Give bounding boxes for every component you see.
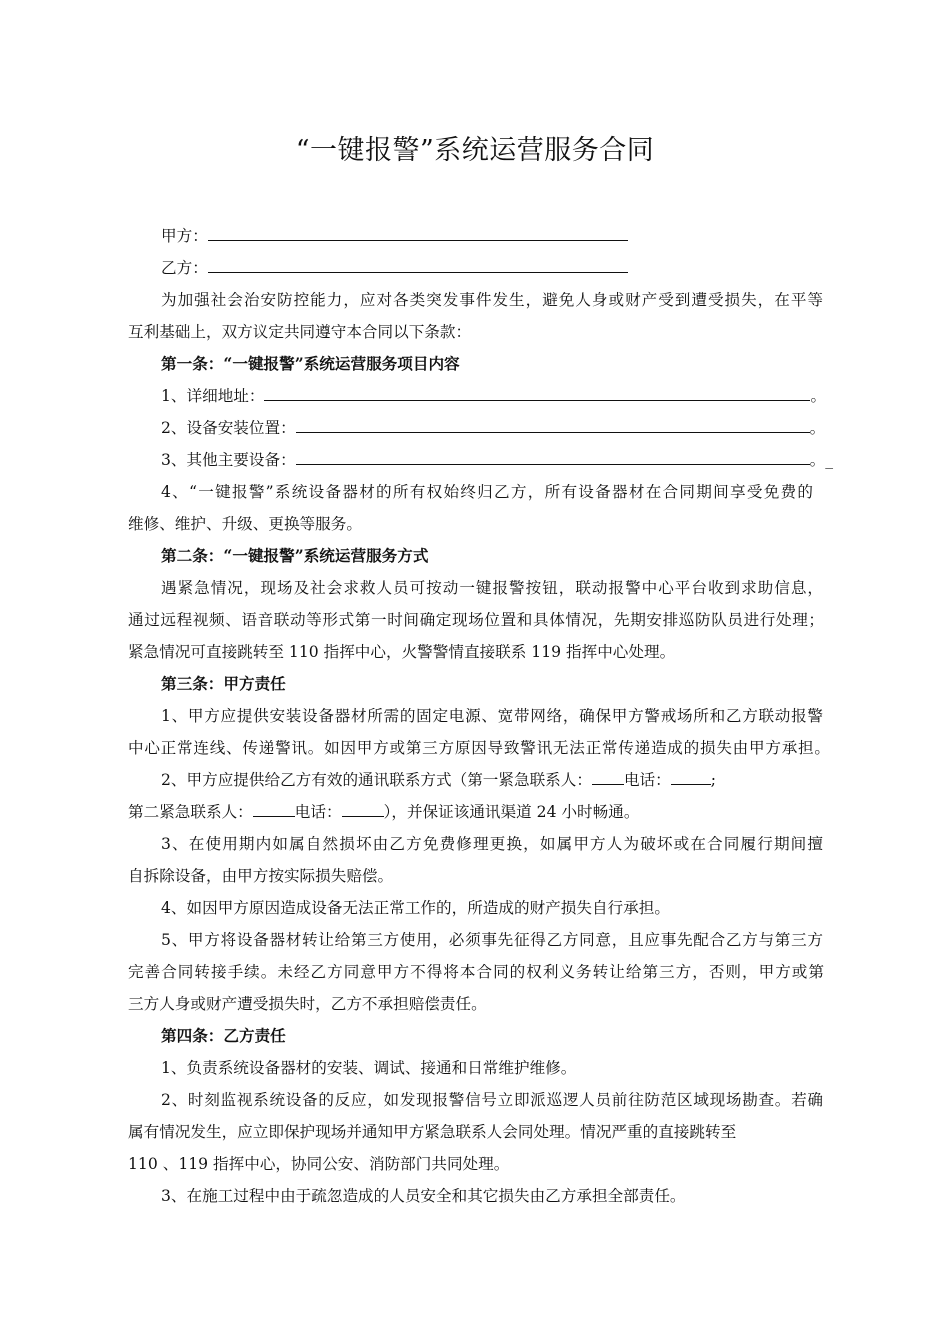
article-3-item-4: 4、如因甲方原因造成设备无法正常工作的，所造成的财产损失自行承担。 xyxy=(161,899,670,917)
article-4-item-1: 1、负责系统设备器材的安装、调试、接通和日常维护维修。 xyxy=(161,1059,577,1077)
article-3-item-2-line-1 xyxy=(161,770,716,790)
second-contact-label: 第二紧急联系人： xyxy=(128,803,253,821)
article-3-item-5-line-2: 完善合同转接手续。未经乙方同意甲方不得将本合同的权利义务转让给第三方，否则，甲方或第 xyxy=(128,963,824,981)
install-location-end: 。 xyxy=(809,419,826,437)
address-label: 1、详细地址： xyxy=(161,387,265,405)
article-1-heading: 第一条：“一键报警”系统运营服务项目内容 xyxy=(161,354,460,373)
party-b-line xyxy=(161,258,628,278)
article-3-item-2-line-2 xyxy=(128,802,639,822)
article-4-item-3: 3、在施工过程中由于疏忽造成的人员安全和其它损失由乙方承担全部责任。 xyxy=(161,1187,686,1205)
first-contact-phone-label: 电话： xyxy=(623,771,671,789)
install-location-blank xyxy=(296,418,810,433)
article-3-item-1-line-1: 1、甲方应提供安装设备器材所需的固定电源、宽带网络，确保甲方警戒场所和乙方联动报警 xyxy=(161,707,823,725)
party-b-blank xyxy=(208,258,628,273)
article-3-item-3-line-1: 3、在使用期内如属自然损坏由乙方免费修理更换，如属甲方人为破坏或在合同履行期间擅 xyxy=(161,835,823,853)
second-contact-blank xyxy=(253,802,295,817)
install-location-label: 2、设备安装位置： xyxy=(161,419,296,437)
other-equipment-label: 3、其他主要设备： xyxy=(161,451,296,469)
second-contact-end: ），并保证该通讯渠道 24 小时畅通。 xyxy=(383,803,640,821)
article-3-item-5-line-1: 5、甲方将设备器材转让给第三方使用，必须事先征得乙方同意，且应事先配合乙方与第三方 xyxy=(161,931,823,949)
party-a-label: 甲方： xyxy=(161,227,208,245)
article-1-item-4-line-2: 维修、维护、升级、更换等服务。 xyxy=(128,515,362,533)
intro-line-2: 互利基础上，双方议定共同遵守本合同以下条款： xyxy=(128,323,472,341)
article-3-item-1-line-2: 中心正常连线、传递警讯。如因甲方或第三方原因导致警讯无法正常传递造成的损失由甲方承担。 xyxy=(128,739,830,757)
first-contact-blank xyxy=(592,770,624,785)
article-2-line-2: 通过远程视频、语音联动等形式第一时间确定现场位置和具体情况，先期安排巡防队员进行处理； xyxy=(128,611,824,629)
first-contact-end: ; xyxy=(710,771,717,789)
article-1-item-1 xyxy=(161,386,826,406)
article-1-item-2 xyxy=(161,418,825,438)
article-4-heading: 第四条：乙方责任 xyxy=(161,1026,286,1045)
article-2-line-1: 遇紧急情况，现场及社会求救人员可按动一键报警按钮，联动报警中心平台收到求助信息， xyxy=(161,579,823,597)
article-3-item-5-line-3: 三方人身或财产遭受损失时，乙方不承担赔偿责任。 xyxy=(128,995,487,1013)
address-end: 。 xyxy=(810,387,827,405)
article-3-item-3-line-2: 自拆除设备，由甲方按实际损失赔偿。 xyxy=(128,867,394,885)
article-2-line-3: 紧急情况可直接跳转至 110 指挥中心，火警警情直接联系 119 指挥中心处理。 xyxy=(128,643,676,661)
first-contact-label: 2、甲方应提供给乙方有效的通讯联系方式（第一紧急联系人： xyxy=(161,771,592,789)
article-4-item-2-line-3: 110 、119 指挥中心，协同公安、消防部门共同处理。 xyxy=(128,1155,510,1173)
article-4-item-2-line-1: 2、时刻监视系统设备的反应，如发现报警信号立即派巡逻人员前往防范区域现场勘查。若确 xyxy=(161,1091,823,1109)
article-4-item-2-line-2: 属有情况发生，应立即保护现场并通知甲方紧急联系人会同处理。情况严重的直接跳转至 xyxy=(128,1123,737,1141)
document-title: “一键报警”系统运营服务合同 xyxy=(295,135,655,166)
second-contact-phone-blank xyxy=(342,802,384,817)
party-a-blank xyxy=(208,226,628,241)
address-blank xyxy=(264,386,810,401)
party-a-line xyxy=(161,226,628,246)
article-1-item-3 xyxy=(161,450,833,470)
article-3-heading: 第三条：甲方责任 xyxy=(161,674,286,693)
intro-line-1: 为加强社会治安防控能力，应对各类突发事件发生，避免人身或财产受到遭受损失，在平等 xyxy=(161,291,823,309)
other-equipment-end: 。_ xyxy=(809,451,834,469)
first-contact-phone-blank xyxy=(671,770,711,785)
second-contact-phone-label: 电话： xyxy=(294,803,342,821)
other-equipment-blank xyxy=(296,450,810,465)
article-2-heading: 第二条：“一键报警”系统运营服务方式 xyxy=(161,546,429,565)
party-b-label: 乙方： xyxy=(161,259,208,277)
article-1-item-4-line-1: 4、“一键报警”系统设备器材的所有权始终归乙方，所有设备器材在合同期间享受免费的 xyxy=(161,483,813,501)
